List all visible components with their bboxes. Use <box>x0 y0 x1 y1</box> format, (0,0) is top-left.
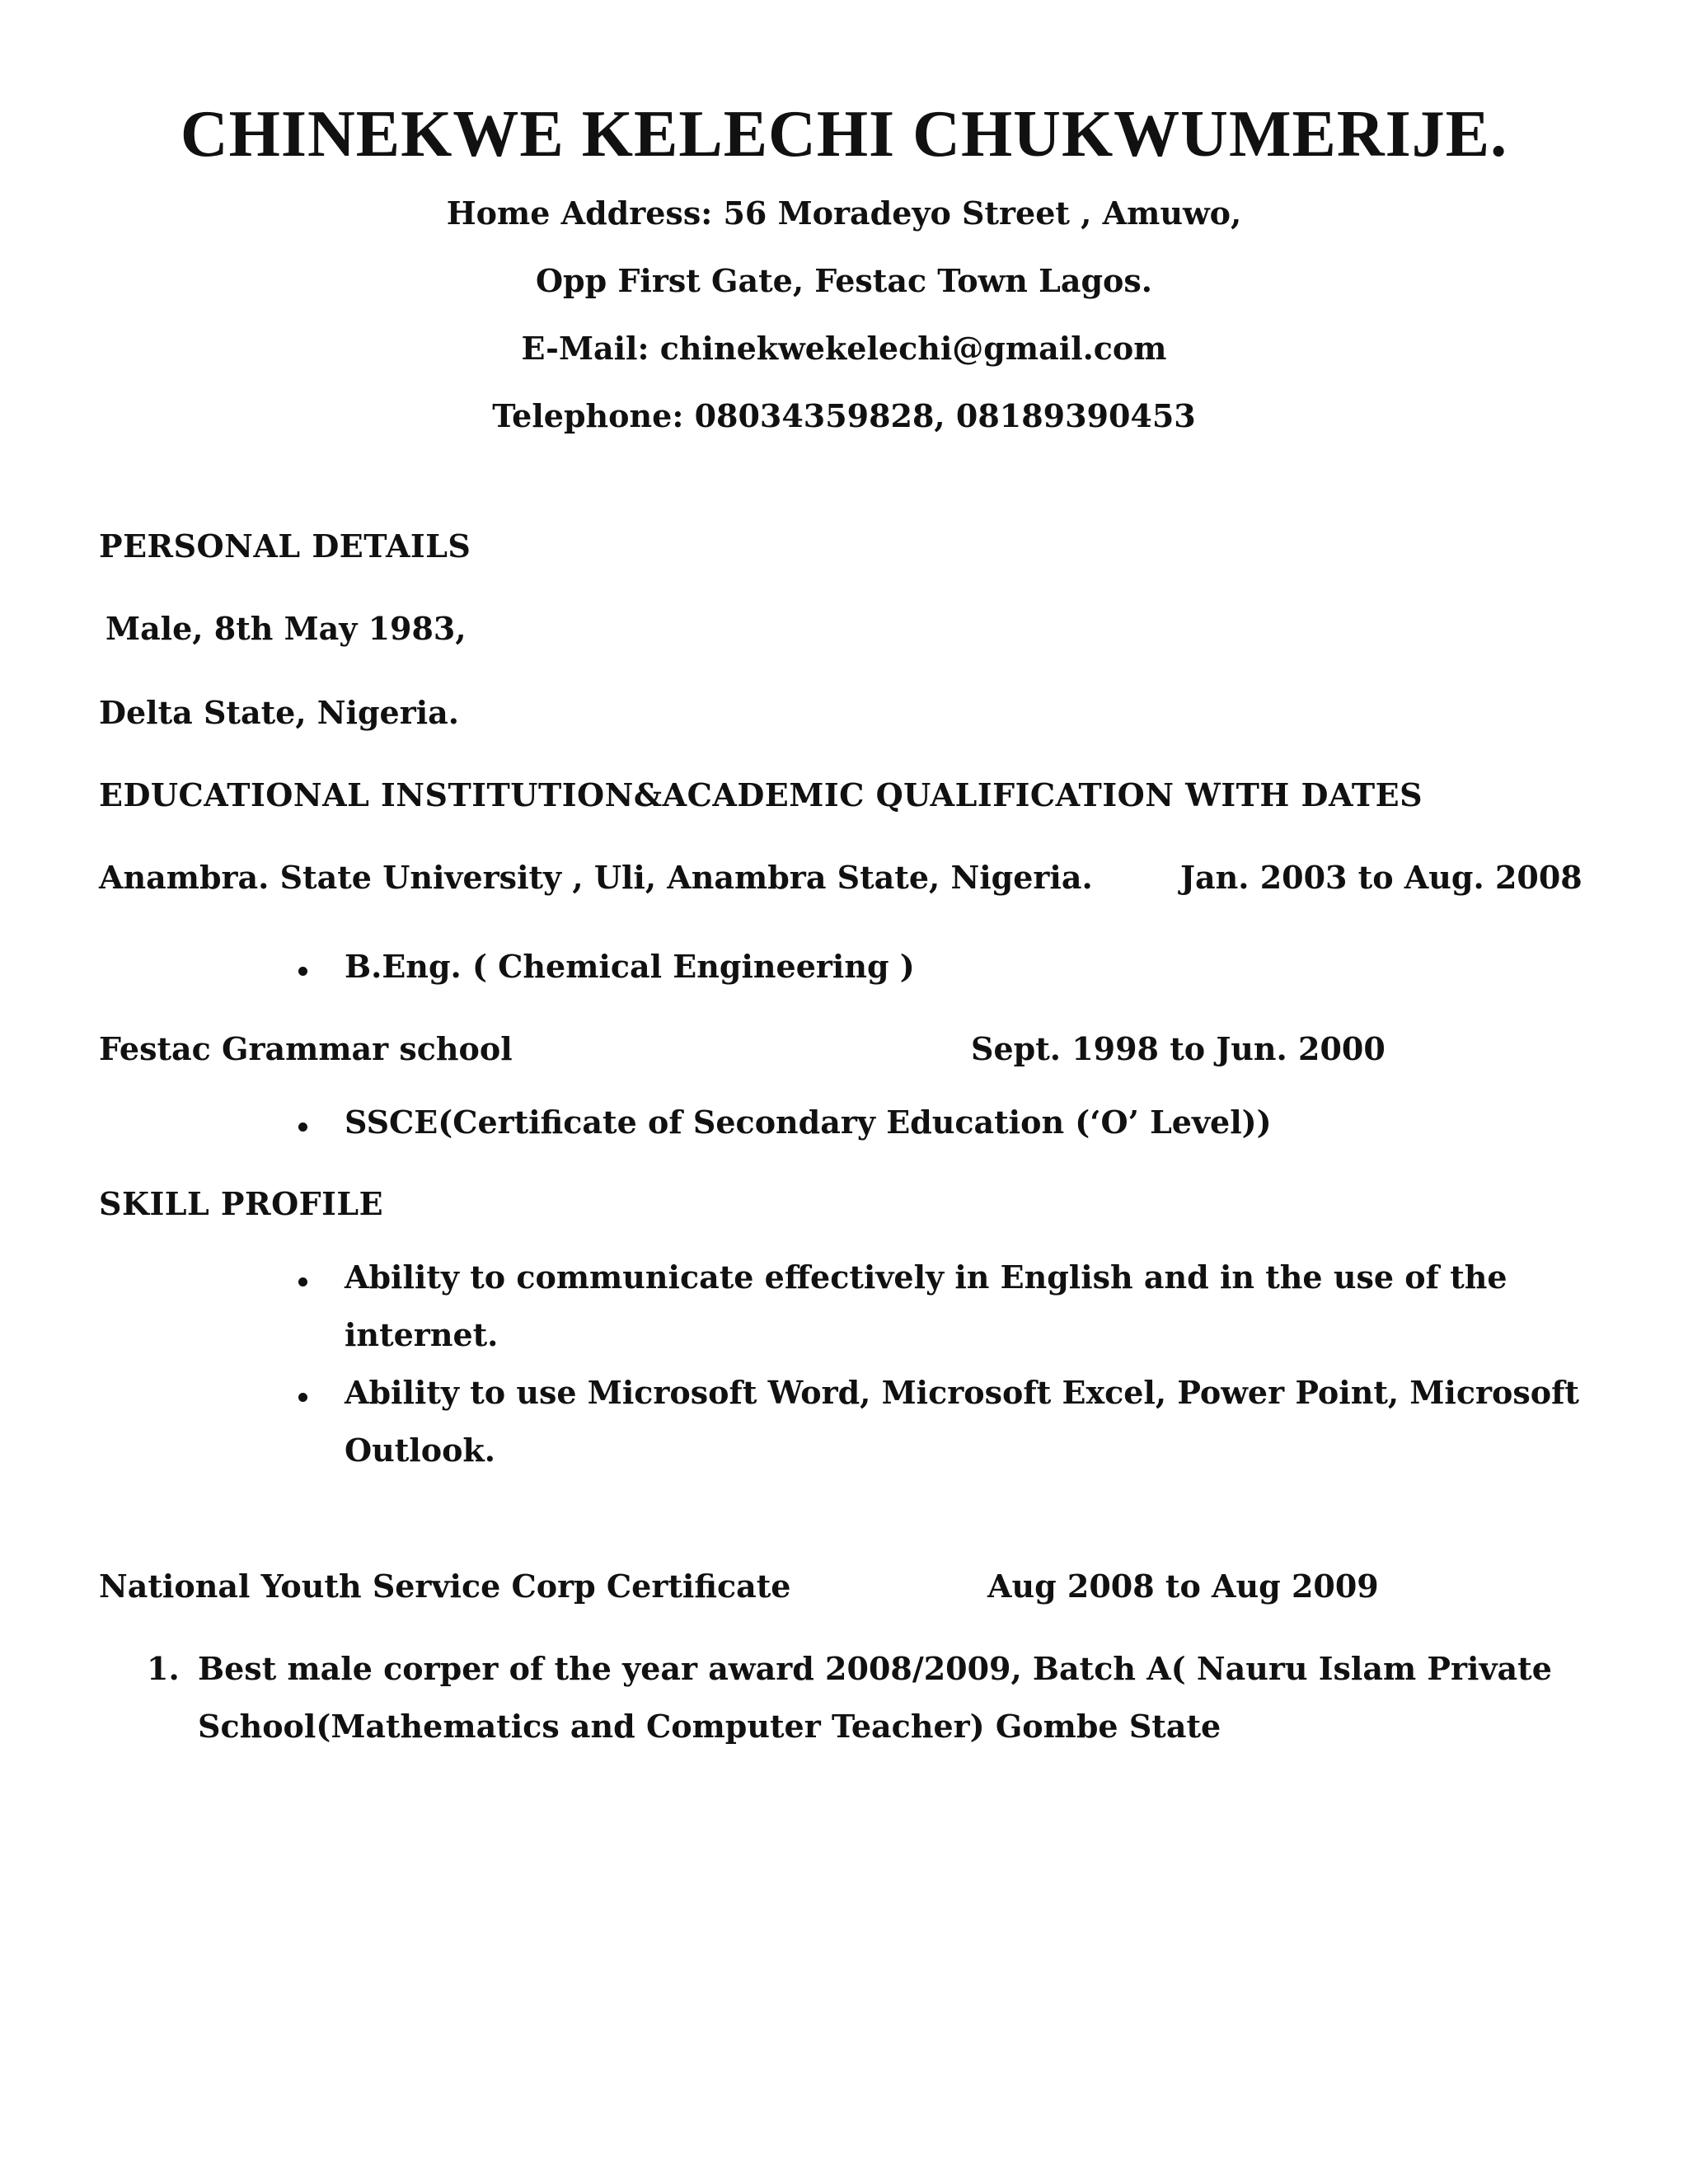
education-institution-2: Festac Grammar school <box>99 1030 513 1067</box>
email-line: E-Mail: chinekwekelechi@gmail.com <box>521 330 1167 367</box>
education-qualification-2: SSCE(Certificate of Secondary Education (‘O’ Level)) <box>345 1104 1272 1141</box>
bullet-icon <box>298 1277 307 1286</box>
candidate-name: CHINEKWE KELECHI CHUKWUMERIJE. <box>180 98 1508 171</box>
education-qualification-1: B.Eng. ( Chemical Engineering ) <box>345 948 915 985</box>
award-number: 1. <box>147 1650 180 1687</box>
gender-dob: Male, 8th May 1983, <box>106 610 467 647</box>
skill-profile-heading: SKILL PROFILE <box>99 1185 384 1222</box>
nysc-dates: Aug 2008 to Aug 2009 <box>987 1568 1379 1605</box>
state-of-origin: Delta State, Nigeria. <box>99 694 459 731</box>
skill-item-2-line-2: Outlook. <box>345 1432 495 1469</box>
home-address-line-1: Home Address: 56 Moradeyo Street , Amuwo, <box>446 194 1242 232</box>
education-dates-1: Jan. 2003 to Aug. 2008 <box>1180 859 1582 896</box>
nysc-title: National Youth Service Corp Certificate <box>99 1568 791 1605</box>
education-institution-1: Anambra. State University , Uli, Anambra State, Nigeria. <box>99 859 1093 896</box>
personal-details-heading: PERSONAL DETAILS <box>99 527 471 565</box>
award-line-2: School(Mathematics and Computer Teacher) Gombe State <box>198 1708 1221 1745</box>
skill-item-2-line-1: Ability to use Microsoft Word, Microsoft Excel, Power Point, Microsoft <box>345 1374 1579 1411</box>
skill-item-1-line-2: internet. <box>345 1316 499 1353</box>
award-line-1: Best male corper of the year award 2008/2009, Batch A( Nauru Islam Private <box>198 1650 1552 1687</box>
education-heading: EDUCATIONAL INSTITUTION&ACADEMIC QUALIFICATION WITH DATES <box>99 776 1423 813</box>
education-dates-2: Sept. 1998 to Jun. 2000 <box>971 1030 1386 1067</box>
bullet-icon <box>298 1122 307 1132</box>
skill-item-1-line-1: Ability to communicate effectively in English and in the use of the <box>345 1258 1507 1296</box>
home-address-line-2: Opp First Gate, Festac Town Lagos. <box>535 262 1153 299</box>
telephone-line: Telephone: 08034359828, 08189390453 <box>492 397 1196 434</box>
bullet-icon <box>298 967 307 976</box>
bullet-icon <box>298 1393 307 1402</box>
